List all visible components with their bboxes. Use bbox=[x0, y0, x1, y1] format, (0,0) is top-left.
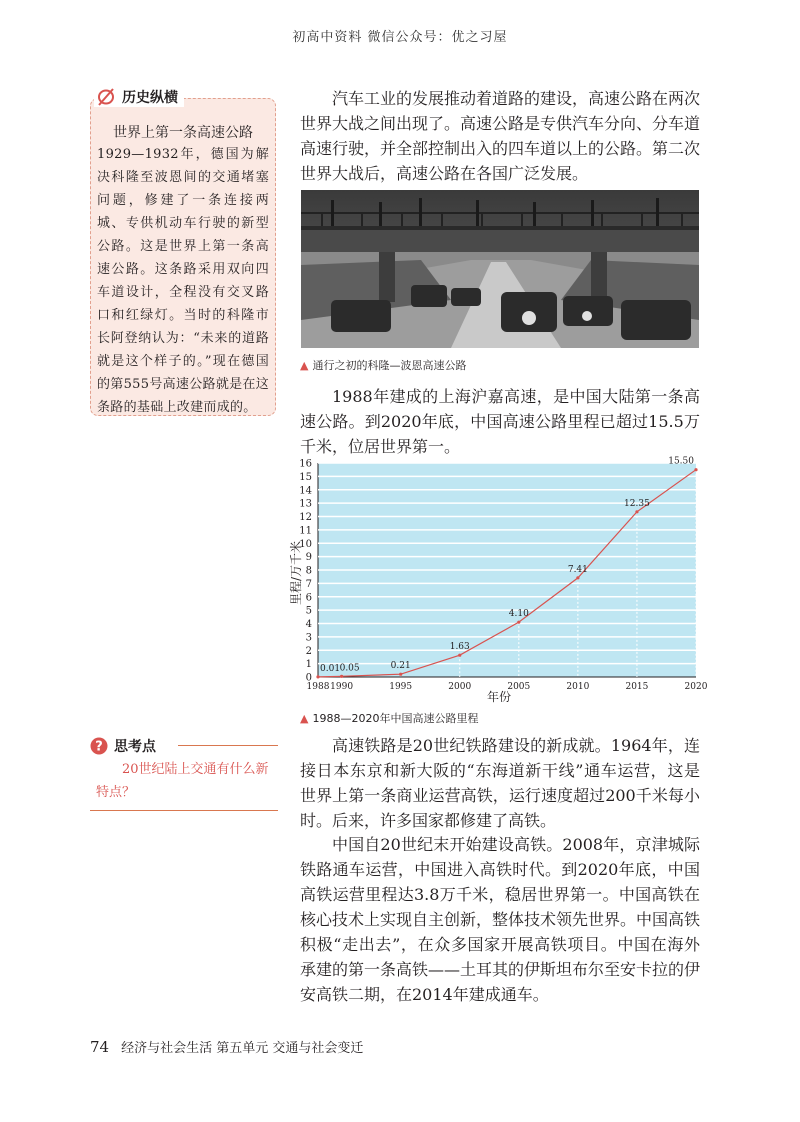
think-divider-bottom bbox=[90, 810, 278, 811]
paragraph-china-highway: 1988年建成的上海沪嘉高速，是中国大陆第一条高速公路。到2020年底，中国高速公路里程已超过15.5万千米，位居世界第一。 bbox=[300, 387, 700, 456]
footer-text: 经济与社会生活 第五单元 交通与社会变迁 bbox=[121, 1041, 364, 1056]
y-tick-label: 2 bbox=[305, 645, 312, 657]
y-tick-label: 9 bbox=[305, 552, 312, 564]
y-tick-label: 12 bbox=[299, 512, 312, 523]
chart-caption-text: 1988—2020年中国高速公路里程 bbox=[312, 712, 479, 725]
data-point bbox=[694, 468, 697, 471]
data-label: 15.50 bbox=[668, 456, 694, 467]
question-icon bbox=[90, 737, 108, 755]
caption-triangle-icon: ▲ bbox=[300, 359, 309, 372]
y-axis-label: 里程/万千米 bbox=[289, 540, 303, 606]
y-tick-label: 7 bbox=[305, 578, 312, 590]
data-point bbox=[340, 675, 343, 678]
x-tick-label: 1990 bbox=[330, 682, 354, 692]
data-label: 0.21 bbox=[390, 661, 411, 672]
highway-mileage-chart bbox=[284, 455, 708, 707]
page-footer bbox=[90, 1037, 363, 1056]
x-tick-label: 2005 bbox=[507, 682, 531, 692]
y-tick-label: 15 bbox=[299, 471, 312, 483]
data-label: 0.05 bbox=[339, 663, 360, 674]
think-heading-text: 思考点 bbox=[114, 739, 156, 755]
y-tick-label: 8 bbox=[305, 565, 312, 577]
data-label: 4.10 bbox=[508, 609, 529, 620]
sidebar-body: 1929—1932年，德国为解决科隆至波恩间的交通堵塞问题，修建了一条连接两城、专供机动车行驶的新型公路。这是世界上第一条高速公路。这条路采用双向四车道设计，全程没有交叉路口和红绿灯。当时的科隆市长阿登纳认为：“未来的道路就是这个样子的。”现在德国的第555号高速公路就是在这条路的基础上改建而成的。 bbox=[97, 147, 270, 415]
page-number: 74 bbox=[90, 1038, 110, 1056]
data-point bbox=[458, 654, 461, 657]
y-tick-label: 3 bbox=[305, 632, 312, 644]
y-tick-label: 10 bbox=[299, 538, 312, 550]
paragraph-high-speed-rail: 高速铁路是20世纪铁路建设的新成就。1964年，连接日本东京和新大阪的“东海道新干线”通车运营，这是世界上第一条商业运营高铁，运行速度超过200千米每小时。后来，许多国家都修建了高铁。 bbox=[300, 736, 700, 830]
y-tick-label: 14 bbox=[299, 485, 312, 497]
x-tick-label: 2010 bbox=[566, 682, 590, 692]
think-question: 20世纪陆上交通有什么新特点？ bbox=[96, 762, 269, 800]
history-swirl-icon bbox=[96, 88, 118, 106]
svg-text:?: ? bbox=[95, 739, 103, 755]
data-point bbox=[576, 576, 579, 579]
highway-photo bbox=[301, 190, 699, 348]
x-axis-label: 年份 bbox=[486, 690, 512, 704]
photo-caption-text: 通行之初的科隆—波恩高速公路 bbox=[312, 359, 467, 372]
data-label: 0.01 bbox=[320, 663, 341, 674]
x-tick-label: 1988 bbox=[306, 682, 330, 692]
x-tick-label: 1995 bbox=[389, 682, 413, 692]
page-header: 初高中资料 微信公众号：优之习屋 bbox=[292, 30, 508, 45]
y-tick-label: 16 bbox=[299, 458, 312, 470]
x-tick-label: 2020 bbox=[684, 682, 708, 692]
caption-triangle-icon: ▲ bbox=[300, 712, 309, 725]
think-divider-top bbox=[178, 745, 278, 746]
paragraph-highway-origin: 汽车工业的发展推动着道路的建设，高速公路在两次世界大战之间出现了。高速公路是专供汽车分向、分车道高速行驶，并全部控制出入的四车道以上的公路。第二次世界大战后，高速公路在各国广泛发展。 bbox=[300, 89, 701, 183]
history-sidebar-heading bbox=[94, 87, 184, 107]
sidebar-title: 世界上第一条高速公路 bbox=[113, 125, 253, 141]
data-point bbox=[635, 510, 638, 513]
y-tick-label: 5 bbox=[305, 605, 312, 617]
y-tick-label: 1 bbox=[305, 659, 312, 671]
history-heading-text: 历史纵横 bbox=[122, 90, 178, 106]
think-heading bbox=[90, 736, 156, 756]
photo-caption bbox=[300, 357, 466, 373]
data-point bbox=[399, 673, 402, 676]
data-point bbox=[316, 675, 319, 678]
y-tick-label: 4 bbox=[305, 619, 312, 630]
y-tick-label: 13 bbox=[299, 498, 312, 510]
data-label: 7.41 bbox=[567, 564, 588, 575]
x-tick-label: 2015 bbox=[625, 682, 649, 692]
data-point bbox=[517, 621, 520, 624]
paragraph-china-high-speed-rail: 中国自20世纪末开始建设高铁。2008年，京津城际铁路通车运营，中国进入高铁时代。到2020年底，中国高铁运营里程达3.8万千米，稳居世界第一。中国高铁在核心技术上实现自主创新，整体技术领先世界。中国高铁积极“走出去”，在众多国家开展高铁项目。中国在海外承建的第一条高铁——土耳其的伊斯坦布尔至安卡拉的伊安高铁二期，在2014年建成通车。 bbox=[300, 835, 701, 1004]
y-tick-label: 6 bbox=[305, 592, 312, 604]
chart-caption bbox=[300, 710, 478, 726]
y-tick-label: 11 bbox=[299, 525, 312, 537]
data-label: 1.63 bbox=[449, 642, 470, 653]
data-label: 12.35 bbox=[624, 498, 650, 509]
x-tick-label: 2000 bbox=[448, 682, 472, 692]
y-tick-label: 0 bbox=[305, 672, 312, 684]
